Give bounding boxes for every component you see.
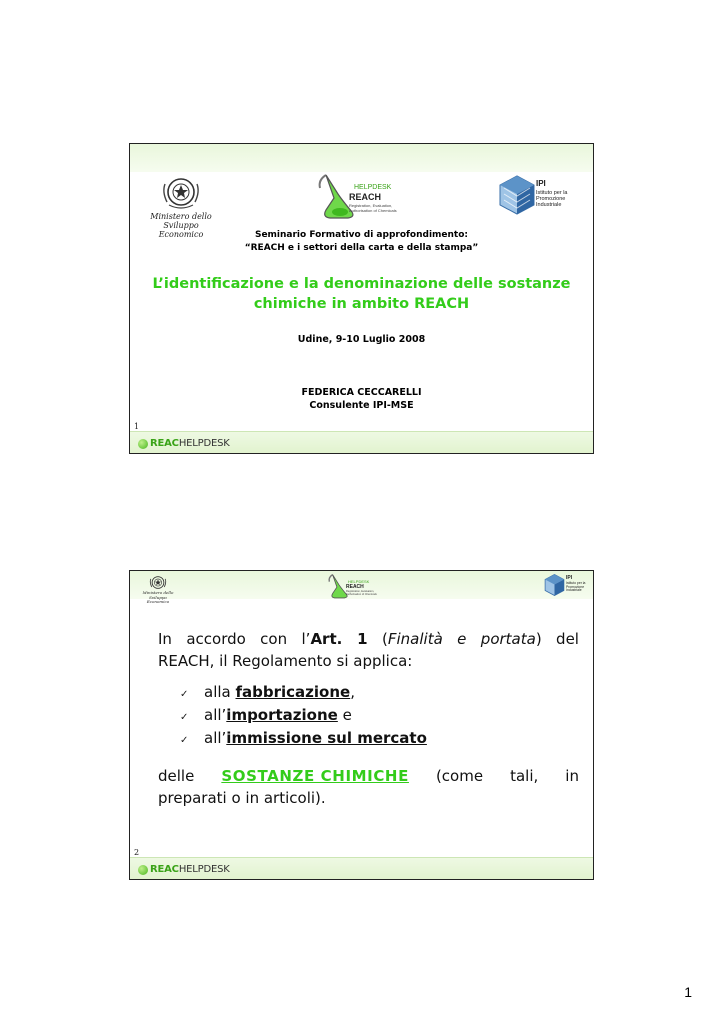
closing-word: in [565,767,579,785]
slide-number: 1 [134,422,140,431]
checkmark-icon: ✓ [180,712,189,723]
list-item-prefix: all’ [204,729,227,747]
helpdesk-reach-logo [312,172,412,220]
author-name: FEDERICA CECCARELLI [301,387,422,398]
ministry-name: Ministero dello Sviluppo Economico [150,212,212,240]
slide-2 [129,570,594,880]
list-item-suffix: e [337,706,352,724]
closing-word: (come [435,767,484,785]
list-item-prefix: all’ [204,706,227,724]
application-list [180,682,579,751]
seminar-heading [130,229,593,255]
article-title: Finalità e portata [387,630,536,648]
footer-logo-helpdesk: HELPDESK [178,438,230,449]
slide-header-band [130,144,593,172]
author-block [130,386,593,412]
reach-subtitle: Registration, Evaluation, Authorisation of Chemicals [346,590,377,596]
list-item [180,705,579,728]
helpdesk-reach-logo [325,573,385,601]
checkmark-icon: ✓ [180,735,189,746]
list-item [180,728,579,751]
slide-number: 2 [134,848,140,857]
footer-dot-icon [138,865,148,875]
footer-logo-reac: REAC [150,864,179,875]
ipi-cube-icon [544,573,565,597]
ipi-logo [498,174,590,219]
ipi-subtitle: Istituto per la Promozione Industriale [536,190,568,209]
slide-body [158,628,579,809]
page-number: 1 [684,984,692,1000]
reach-label: REACH [346,584,364,590]
highlight-substances: SOSTANZE CHIMICHE [221,767,409,785]
footer-dot-icon [138,439,148,449]
helpdesk-label: HELPDESK [348,579,370,584]
closing-word: tali, [510,767,539,785]
list-item-term: importazione [226,706,338,724]
footer-logo-reac: REAC [150,438,179,449]
closing-line-1 [158,765,579,787]
list-item-prefix: alla [204,683,236,701]
ministry-name: Ministero dello Sviluppo Economico [142,590,174,605]
ipi-logo [544,573,594,599]
event-date: Udine, 9-10 Luglio 2008 [297,334,426,345]
intro-line-2: REACH, il Regolamento si applica: [158,652,413,670]
slide-title: L’identificazione e la denominazione delle sostanze chimiche in ambito REACH [152,276,571,312]
closing-line-2: preparati o in articoli). [158,789,326,807]
intro-line-1 [158,628,579,650]
reach-label: REACH [349,192,382,202]
ipi-title: IPI [566,575,573,581]
footer-reach-helpdesk-logo [138,864,230,875]
reach-subtitle: Registration, Evaluation, Authorisation of Chemicals [349,203,397,213]
article-reference: Art. 1 [310,630,368,648]
helpdesk-label: HELPDESK [354,184,392,191]
ipi-subtitle: Istituto per la Promozione Industriale [566,581,586,593]
slide-footer-band [130,431,593,453]
seminar-line-1: Seminario Formativo di approfondimento: [254,230,469,240]
list-item-suffix: , [350,683,355,701]
checkmark-icon: ✓ [180,689,189,700]
closing-word: delle [158,767,195,785]
list-item-term: immissione sul mercato [226,729,427,747]
intro-text-c: ) del [535,630,579,648]
slide-footer-band [130,857,593,879]
intro-text-b: ( [367,630,388,648]
ministry-emblem-icon [149,574,167,591]
slide-1 [129,143,594,454]
seminar-line-2: “REACH e i settori della carta e della stampa” [244,243,479,253]
ipi-cube-icon [498,174,536,216]
ministry-logo [138,574,178,605]
intro-text-a: In accordo con l’ [158,630,311,648]
list-item [180,682,579,705]
footer-logo-helpdesk: HELPDESK [178,864,230,875]
author-role: Consulente IPI-MSE [309,400,414,411]
ipi-title: IPI [536,179,546,188]
ministry-emblem-icon [161,174,201,210]
footer-reach-helpdesk-logo [138,438,230,449]
list-item-term: fabbricazione [235,683,351,701]
